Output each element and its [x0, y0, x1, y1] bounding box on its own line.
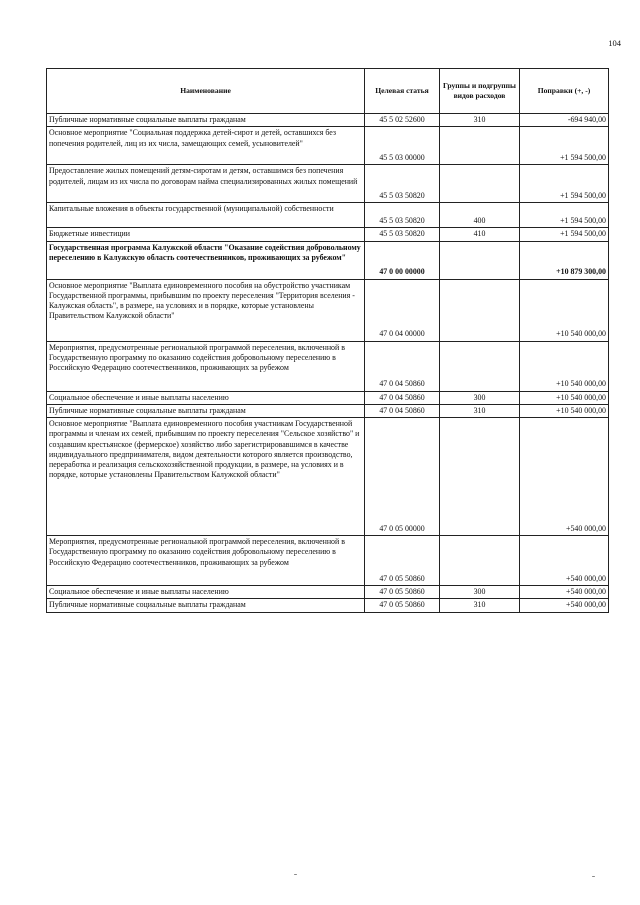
budget-amendments-table — [46, 68, 609, 613]
row-amendment: +540 000,00 — [520, 418, 609, 536]
row-name: Основное мероприятие "Выплата единовременного пособия на обустройство участникам Государственной программы, прибывшим по проекту переселения "Территория вселения - Калужская область", в размере, на условиях и в порядке, которые установлены Правительством Калужской области" — [47, 279, 365, 341]
table-body — [47, 114, 609, 613]
table-row — [47, 536, 609, 586]
row-target-article: 47 0 05 50860 — [365, 536, 440, 586]
row-amendment: -694 940,00 — [520, 114, 609, 127]
table-row — [47, 241, 609, 279]
row-name: Основное мероприятие "Социальная поддержка детей-сирот и детей, оставшихся без попечения родителей, лиц из их числа, замещающих семей, усыновителей" — [47, 127, 365, 165]
row-amendment: +10 540 000,00 — [520, 341, 609, 391]
row-name: Капитальные вложения в объекты государственной (муниципальной) собственности — [47, 203, 365, 228]
row-name: Мероприятия, предусмотренные региональной программой переселения, включенной в Государственную программу по оказанию содействия добровольному переселению в Российскую Федерацию соотечественников, проживающих за рубежом — [47, 341, 365, 391]
row-target-article: 47 0 04 50860 — [365, 391, 440, 404]
table-header-row — [47, 69, 609, 114]
row-amendment: +540 000,00 — [520, 536, 609, 586]
row-expense-group: 300 — [440, 586, 520, 599]
row-target-article: 47 0 04 00000 — [365, 279, 440, 341]
row-target-article: 47 0 00 00000 — [365, 241, 440, 279]
row-target-article: 45 5 03 50820 — [365, 203, 440, 228]
row-name: Публичные нормативные социальные выплаты гражданам — [47, 404, 365, 417]
row-name: Публичные нормативные социальные выплаты гражданам — [47, 114, 365, 127]
row-amendment: +540 000,00 — [520, 586, 609, 599]
row-expense-group — [440, 241, 520, 279]
row-expense-group — [440, 418, 520, 536]
table-row — [47, 404, 609, 417]
row-target-article: 47 0 04 50860 — [365, 341, 440, 391]
row-target-article: 45 5 03 50820 — [365, 165, 440, 203]
row-name: Социальное обеспечение и иные выплаты населению — [47, 391, 365, 404]
row-expense-group: 310 — [440, 114, 520, 127]
row-expense-group — [440, 165, 520, 203]
table-row — [47, 165, 609, 203]
row-target-article: 45 5 03 00000 — [365, 127, 440, 165]
row-name: Бюджетные инвестиции — [47, 228, 365, 241]
row-amendment: +1 594 500,00 — [520, 228, 609, 241]
row-name: Социальное обеспечение и иные выплаты населению — [47, 586, 365, 599]
table-row — [47, 599, 609, 612]
header-expense-groups: Группы и подгруппы видов расходов — [440, 69, 520, 114]
table-row — [47, 586, 609, 599]
row-expense-group — [440, 536, 520, 586]
table-row — [47, 228, 609, 241]
row-target-article: 47 0 05 50860 — [365, 586, 440, 599]
row-expense-group: 310 — [440, 404, 520, 417]
row-target-article: 47 0 05 00000 — [365, 418, 440, 536]
row-name: Предоставление жилых помещений детям-сиротам и детям, оставшимся без попечения родителей, лицам из их числа по договорам найма специализированных жилых помещений — [47, 165, 365, 203]
row-expense-group — [440, 341, 520, 391]
row-target-article: 45 5 03 50820 — [365, 228, 440, 241]
row-expense-group: 310 — [440, 599, 520, 612]
header-name: Наименование — [47, 69, 365, 114]
row-expense-group: 410 — [440, 228, 520, 241]
row-name: Публичные нормативные социальные выплаты гражданам — [47, 599, 365, 612]
row-expense-group — [440, 279, 520, 341]
row-expense-group: 400 — [440, 203, 520, 228]
scan-mark: ˉ — [294, 872, 297, 882]
row-amendment: +1 594 500,00 — [520, 203, 609, 228]
table-row — [47, 203, 609, 228]
scan-mark: ˉ — [592, 874, 595, 884]
row-amendment: +10 879 300,00 — [520, 241, 609, 279]
row-expense-group: 300 — [440, 391, 520, 404]
row-name: Государственная программа Калужской области "Оказание содействия добровольному переселению в Калужскую область соотечественников, проживающих за рубежом" — [47, 241, 365, 279]
row-amendment: +10 540 000,00 — [520, 391, 609, 404]
row-amendment: +1 594 500,00 — [520, 165, 609, 203]
row-amendment: +540 000,00 — [520, 599, 609, 612]
row-amendment: +1 594 500,00 — [520, 127, 609, 165]
row-amendment: +10 540 000,00 — [520, 404, 609, 417]
row-name: Мероприятия, предусмотренные региональной программой переселения, включенной в Государственную программу по оказанию содействия добровольному переселению в Российскую Федерацию соотечественников, проживающих за рубежом — [47, 536, 365, 586]
row-amendment: +10 540 000,00 — [520, 279, 609, 341]
row-target-article: 47 0 05 50860 — [365, 599, 440, 612]
table-row — [47, 127, 609, 165]
page-number: 104 — [608, 38, 621, 48]
table-row — [47, 279, 609, 341]
table-row — [47, 341, 609, 391]
row-expense-group — [440, 127, 520, 165]
row-target-article: 45 5 02 52600 — [365, 114, 440, 127]
row-name: Основное мероприятие "Выплата единовременного пособия участникам Государственной программы и членам их семей, прибывшим по проекту переселения "Сельское хозяйство" и создавшим крестьянское (фермерское) хозяйство либо зарегистрировавшимся в качестве индивидуального предпринимателя, видом деятельности которого является производство, переработка и реализация сельскохозяйственной продукции, в размере, на условиях и в порядке, которые установлены Правительством Калужской области" — [47, 418, 365, 536]
header-amendments: Поправки (+, -) — [520, 69, 609, 114]
table-row — [47, 114, 609, 127]
table-row — [47, 391, 609, 404]
row-target-article: 47 0 04 50860 — [365, 404, 440, 417]
table-row — [47, 418, 609, 536]
header-target-article: Целевая статья — [365, 69, 440, 114]
